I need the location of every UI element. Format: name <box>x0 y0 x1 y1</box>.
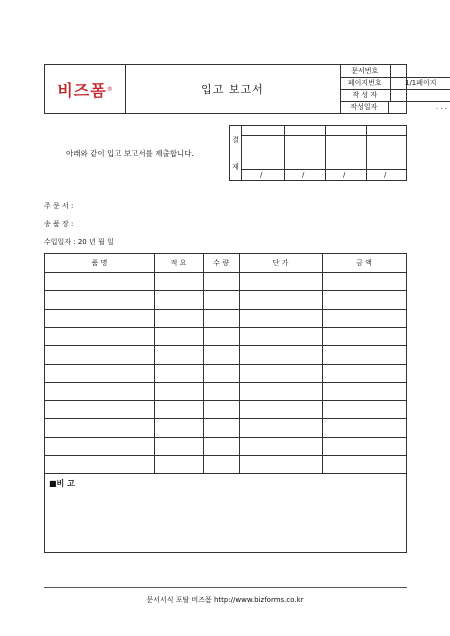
receipt-date-field[interactable]: 수입일자 : 20 년 월 일 <box>44 238 114 246</box>
meta-label: 작성일자 <box>340 101 389 113</box>
table-row[interactable] <box>45 455 406 474</box>
meta-row-page-number <box>340 77 450 89</box>
column-header-unit-price: 단 가 <box>272 259 289 267</box>
table-row[interactable] <box>45 327 406 346</box>
table-row[interactable] <box>45 309 406 328</box>
remarks-section[interactable] <box>44 473 407 553</box>
supplier-field[interactable]: 송 품 장 : <box>44 220 74 228</box>
meta-row-doc-number <box>340 65 450 77</box>
approval-label-bottom: 재 <box>232 162 239 171</box>
approval-cell[interactable] <box>241 126 285 180</box>
column-header-spec: 적 요 <box>170 259 187 267</box>
column-header-item: 품 명 <box>91 259 108 267</box>
footer-divider <box>44 587 407 588</box>
meta-row-date <box>340 101 450 113</box>
footer-text: 문서서식 포탈 비즈폼 http://www.bizforms.co.kr <box>146 596 304 604</box>
approval-label-top: 결 <box>232 135 239 144</box>
meta-label: 문서번호 <box>340 65 391 77</box>
table-row[interactable] <box>45 437 406 456</box>
table-row[interactable] <box>45 272 406 291</box>
table-row[interactable] <box>45 382 406 401</box>
meta-value[interactable]: . . . <box>435 103 447 111</box>
approval-box <box>229 125 407 181</box>
table-row[interactable] <box>45 400 406 419</box>
meta-table <box>340 65 447 113</box>
meta-row-author <box>340 89 450 101</box>
approval-date-slash: / <box>302 171 305 179</box>
column-header-quantity: 수 량 <box>213 259 229 267</box>
remarks-label: ■비 고 <box>49 479 75 488</box>
meta-label: 페이지번호 <box>340 77 391 89</box>
logo-text: 비즈폼 <box>57 80 107 100</box>
document-header <box>44 64 447 114</box>
meta-label: 작 성 자 <box>340 89 391 101</box>
order-doc-field[interactable]: 주 문 서 : <box>44 202 74 210</box>
approval-cell[interactable] <box>325 126 367 180</box>
approval-date-slash: / <box>343 171 346 179</box>
table-row[interactable] <box>45 418 406 437</box>
column-header-amount: 금 액 <box>356 259 372 267</box>
approval-date-slash: / <box>384 171 387 179</box>
meta-value[interactable] <box>391 89 450 101</box>
approval-cell[interactable] <box>284 126 326 180</box>
registered-mark: ® <box>106 85 113 93</box>
logo <box>45 65 126 113</box>
meta-value[interactable]: 1/1페이지 <box>404 79 437 87</box>
approval-date-slash: / <box>260 171 263 179</box>
document-title: 입고 보고서 <box>125 65 341 113</box>
intro-text: 아래와 같이 입고 보고서를 제출합니다. <box>66 149 194 158</box>
table-row[interactable] <box>45 345 406 364</box>
table-row[interactable] <box>45 364 406 383</box>
meta-value[interactable] <box>391 65 450 77</box>
table-row[interactable] <box>45 290 406 309</box>
items-table <box>44 253 407 474</box>
